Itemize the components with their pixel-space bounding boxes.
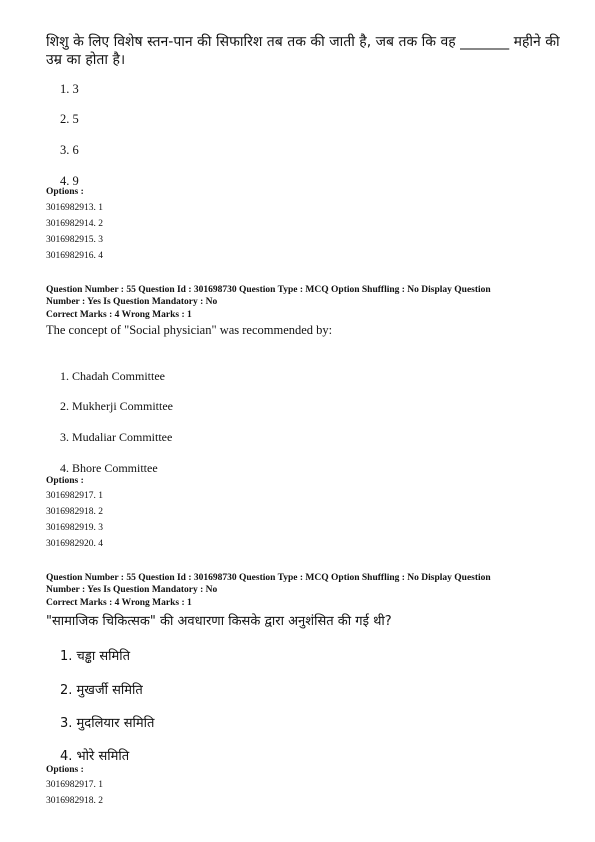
option-id-2: 3016982914. 2 — [46, 219, 103, 229]
choice-4: 4. भोरे समिति — [60, 749, 130, 764]
question-text-line-1: शिशु के लिए विशेष स्तन-पान की सिफारिश तब तक की जाती है, जब तक कि वह _______ महीने की — [46, 34, 560, 50]
options-label: Options : — [46, 765, 84, 775]
question-text: The concept of "Social physician" was recommended by: — [46, 323, 333, 337]
options-label: Options : — [46, 187, 84, 197]
option-id-2: 3016982918. 2 — [46, 507, 103, 517]
question-meta-line-2: Number : Yes Is Question Mandatory : No — [46, 585, 218, 595]
option-id-4: 3016982916. 4 — [46, 251, 103, 261]
option-id-1: 3016982913. 1 — [46, 203, 103, 213]
question-text: "सामाजिक चिकित्सक" की अवधारणा किसके द्वारा अनुशंसित की गई थी? — [46, 614, 392, 629]
marks-line: Correct Marks : 4 Wrong Marks : 1 — [46, 598, 192, 608]
options-label: Options : — [46, 476, 84, 486]
option-id-2: 3016982918. 2 — [46, 796, 103, 806]
choice-2: 2. मुखर्जी समिति — [60, 683, 143, 698]
option-id-1: 3016982917. 1 — [46, 780, 103, 790]
option-id-1: 3016982917. 1 — [46, 491, 103, 501]
option-id-4: 3016982920. 4 — [46, 539, 103, 549]
choice-4: 4. Bhore Committee — [60, 461, 158, 475]
choice-3: 3. Mudaliar Committee — [60, 430, 173, 444]
question-meta-line-2: Number : Yes Is Question Mandatory : No — [46, 297, 218, 307]
choice-4: 4. 9 — [60, 174, 79, 188]
choice-2: 2. Mukherji Committee — [60, 399, 173, 413]
choice-1: 1. Chadah Committee — [60, 369, 165, 383]
option-id-3: 3016982915. 3 — [46, 235, 103, 245]
choice-3: 3. मुदलियार समिति — [60, 716, 155, 731]
question-meta-line-1: Question Number : 55 Question Id : 301698730 Question Type : MCQ Option Shuffling : No Display Question — [46, 573, 491, 583]
option-id-3: 3016982919. 3 — [46, 523, 103, 533]
choice-3: 3. 6 — [60, 143, 79, 157]
choice-1: 1. चड्ढा समिति — [60, 649, 131, 664]
marks-line: Correct Marks : 4 Wrong Marks : 1 — [46, 310, 192, 320]
choice-1: 1. 3 — [60, 82, 79, 96]
choice-2: 2. 5 — [60, 112, 79, 126]
question-text-line-2: उम्र का होता है। — [46, 52, 126, 68]
question-meta-line-1: Question Number : 55 Question Id : 301698730 Question Type : MCQ Option Shuffling : No Display Question — [46, 285, 491, 295]
